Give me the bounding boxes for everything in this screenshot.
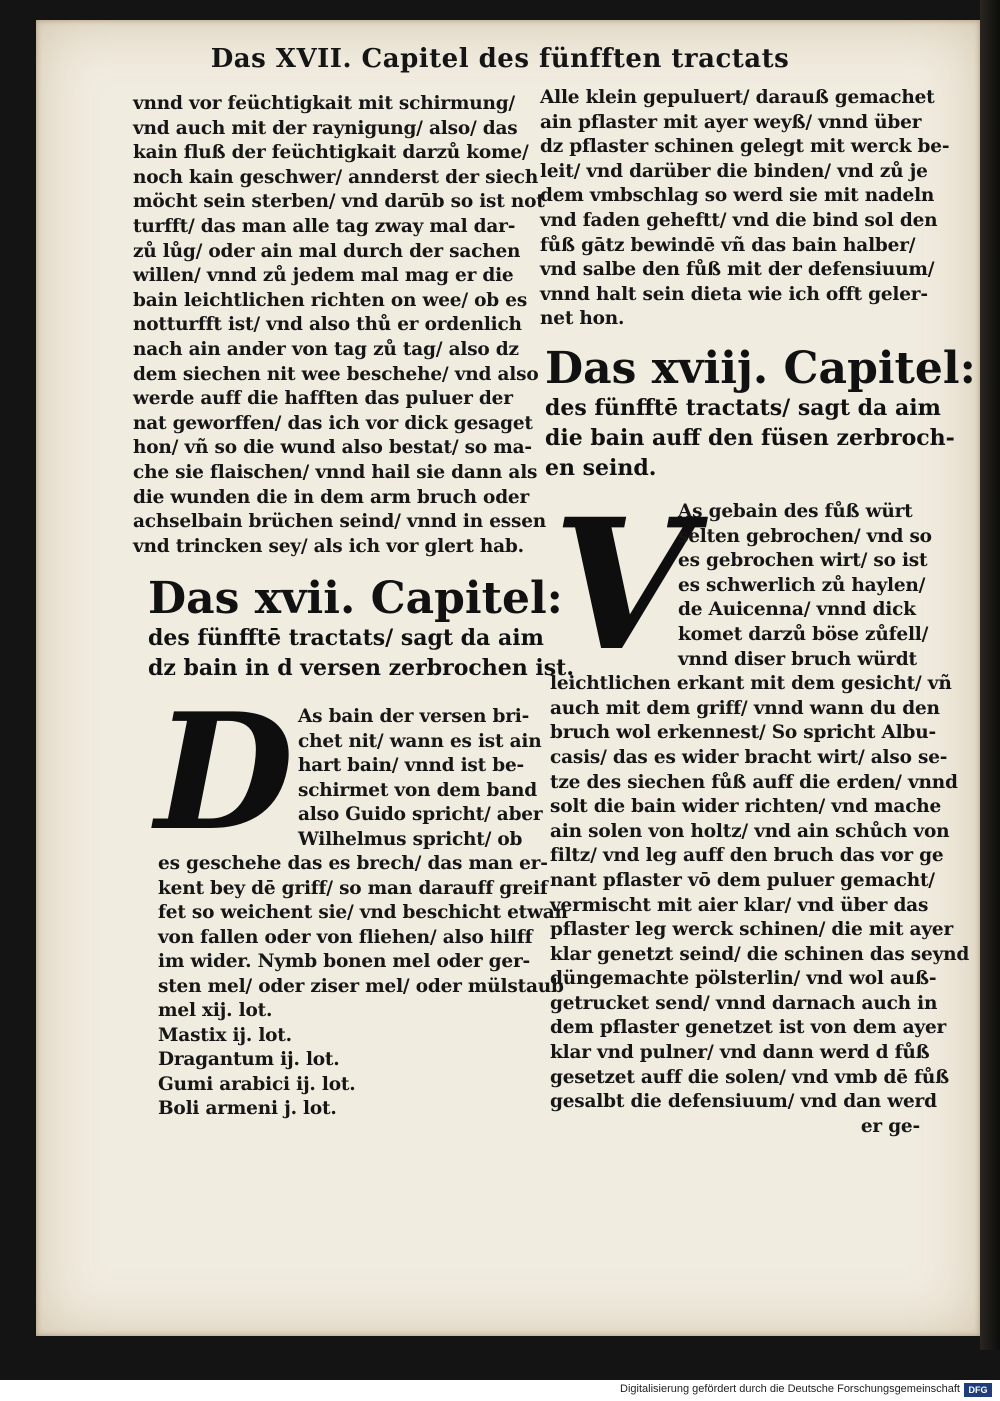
text-line: leit/ vnd darüber die binden/ vnd zů je bbox=[540, 160, 928, 182]
text-line: tze des siechen fůß auff die erden/ vnnd bbox=[550, 771, 958, 793]
text-line: vermischt mit aier klar/ vnd über das bbox=[550, 894, 929, 916]
text-line: getrucket send/ vnnd darnach auch in bbox=[550, 992, 938, 1014]
recipe-line: Boli armeni j. lot. bbox=[158, 1098, 337, 1119]
chapter-title: Das xvii. Capitel: bbox=[148, 573, 563, 624]
text-line: kain fluß der feüchtigkait darzů kome/ bbox=[133, 142, 529, 164]
text-line: also Guido spricht/ aber bbox=[298, 804, 543, 825]
text-line: chet nit/ wann es ist ain bbox=[298, 730, 542, 752]
text-line: gesalbt die defensiuum/ vnd dan werd bbox=[550, 1091, 937, 1113]
text-line: che sie flaischen/ vnnd hail sie dann als bbox=[133, 461, 538, 483]
text-line: es schwerlich zů haylen/ bbox=[678, 574, 926, 596]
text-line: komet darzů böse zůfell/ bbox=[678, 623, 929, 645]
text-line: nat geworffen/ das ich vor dick gesaget bbox=[133, 412, 533, 434]
text-line: vnd trincken sey/ als ich vor glert hab. bbox=[133, 535, 524, 557]
chapter-subtitle: die bain auff den füsen zerbroch- bbox=[545, 425, 955, 451]
text-line: die wunden die in dem arm bruch oder bbox=[133, 486, 530, 508]
text-line: werde auff die hafften das puluer der bbox=[133, 388, 513, 410]
text-line: vnnd diser bruch würdt bbox=[678, 648, 917, 670]
text-line: ain solen von holtz/ vnd ain schůch von bbox=[550, 820, 950, 842]
text-line: kent bey dē griff/ so man darauff greif bbox=[158, 877, 548, 899]
text-line: solt die bain wider richten/ vnd mache bbox=[550, 796, 942, 818]
text-line: turfft/ das man alle tag zway mal dar- bbox=[133, 215, 516, 237]
text-line: klar vnd pulner/ vnd dann werd d fůß bbox=[550, 1042, 930, 1064]
chapter-subtitle: dz bain in d versen zerbrochen ist. bbox=[148, 655, 574, 681]
right-column-text bbox=[540, 86, 950, 332]
text-line: dz pflaster schinen gelegt mit werck be- bbox=[540, 136, 950, 158]
text-line: Alle klein gepuluert/ darauß gemachet bbox=[540, 87, 935, 108]
chapter-xviii-heading bbox=[545, 345, 976, 483]
footer-credit: Digitalisierung gefördert durch die Deutsche Forschungsgemeinschaft bbox=[620, 1383, 960, 1395]
text-line: fet so weichent sie/ vnd beschicht etwan bbox=[158, 902, 568, 923]
text-line: filtz/ vnd leg auff den bruch das vor ge bbox=[550, 845, 944, 867]
text-line: es gebrochen wirt/ so ist bbox=[678, 550, 928, 572]
text-line: vnnd vor feüchtigkait mit schirmung/ bbox=[133, 93, 515, 114]
text-line: selten gebrochen/ vnd so bbox=[678, 525, 932, 547]
text-line: es geschehe das es brech/ das man er- bbox=[158, 853, 548, 874]
page-edge bbox=[980, 0, 1000, 1350]
text-line: As bain der versen bri- bbox=[298, 706, 530, 727]
text-line: klar genetzt seind/ die schinen das seynd bbox=[550, 943, 970, 965]
text-line: hon/ vñ so die wund also bestat/ so ma- bbox=[133, 437, 532, 459]
text-line: leichtlichen erkant mit dem gesicht/ vñ bbox=[550, 673, 952, 695]
text-line: de Auicenna/ vnnd dick bbox=[678, 599, 916, 621]
chapter-xvii-body bbox=[158, 705, 568, 1122]
text-line: nach ain ander von tag zů tag/ also dz bbox=[133, 338, 519, 360]
recipe-line: Dragantum ij. lot. bbox=[158, 1049, 340, 1070]
chapter-subtitle: en seind. bbox=[545, 455, 657, 481]
text-line: pflaster leg werck schinen/ die mit ayer bbox=[550, 919, 954, 941]
text-line: notturfft ist/ vnd also thů er ordenlich bbox=[133, 314, 522, 336]
text-line: dem pflaster genetzet ist von dem ayer bbox=[550, 1017, 947, 1039]
text-line: vnd auch mit der raynigung/ also/ das bbox=[133, 117, 518, 139]
text-line: fůß gātz bewindē vñ das bain halber/ bbox=[540, 234, 916, 256]
text-line: nant pflaster vō dem puluer gemacht/ bbox=[550, 869, 935, 891]
text-line: dem vmbschlag so werd sie mit nadeln bbox=[540, 185, 935, 207]
text-line: im wider. Nymb bonen mel oder ger- bbox=[158, 951, 531, 972]
text-line: vnd salbe den fůß mit der defensiuum/ bbox=[540, 259, 935, 281]
left-column-text bbox=[133, 92, 547, 559]
decorated-initial-d: D bbox=[155, 678, 294, 866]
text-line: zů lůg/ oder ain mal durch der sachen bbox=[133, 240, 521, 262]
decorated-initial-v: V bbox=[553, 480, 693, 691]
text-line: schirmet von dem band bbox=[298, 779, 538, 801]
text-line: Wilhelmus spricht/ ob bbox=[298, 828, 523, 850]
text-line: von fallen oder von fliehen/ also hilff bbox=[158, 926, 533, 948]
text-line: düngemachte pölsterlin/ vnd wol auß- bbox=[550, 968, 937, 990]
dfg-logo: DFG bbox=[964, 1383, 992, 1397]
text-line: auch mit dem griff/ vnnd wann du den bbox=[550, 697, 940, 719]
chapter-title: Das xviij. Capitel: bbox=[545, 343, 976, 394]
chapter-subtitle: des fünfftē tractats/ sagt da aim bbox=[148, 625, 544, 651]
text-line: gesetzet auff die solen/ vnd vmb dē fůß bbox=[550, 1066, 949, 1088]
text-line: bain leichtlichen richten on wee/ ob es bbox=[133, 289, 528, 311]
text-line: bruch wol erkennest/ So spricht Albu- bbox=[550, 722, 936, 744]
text-line: mel xij. lot. bbox=[158, 1000, 273, 1021]
text-line: vnnd halt sein dieta wie ich offt geler- bbox=[540, 283, 928, 305]
recipe-line: Mastix ij. lot. bbox=[158, 1024, 292, 1046]
text-line: noch kain geschwer/ annderst der siech bbox=[133, 166, 539, 188]
text-line: sten mel/ oder ziser mel/ oder mülstaub bbox=[158, 975, 564, 997]
recipe-line: Gumi arabici ij. lot. bbox=[158, 1073, 356, 1095]
text-line: net hon. bbox=[540, 308, 625, 330]
catchword: er ge- bbox=[860, 1115, 920, 1137]
text-line: dem siechen nit wee beschehe/ vnd also bbox=[133, 363, 539, 385]
chapter-subtitle: des fünfftē tractats/ sagt da aim bbox=[545, 395, 941, 421]
chapter-xvii-heading bbox=[148, 575, 574, 683]
text-line: casis/ das es wider bracht wirt/ also se- bbox=[550, 746, 948, 768]
text-line: möcht sein sterben/ vnd darūb so ist not bbox=[133, 191, 545, 213]
text-line: ain pflaster mit ayer weyß/ vnnd über bbox=[540, 111, 922, 133]
text-line: vnd faden geheftt/ vnd die bind sol den bbox=[540, 209, 938, 231]
text-line: willen/ vnnd zů jedem mal mag er die bbox=[133, 265, 514, 287]
running-head: Das XVII. Capitel des fünfften tractats bbox=[210, 44, 790, 74]
text-line: As gebain des fůß würt bbox=[678, 501, 913, 522]
text-line: hart bain/ vnnd ist be- bbox=[298, 755, 525, 776]
chapter-xviii-body bbox=[550, 500, 970, 1139]
text-line: achselbain brüchen seind/ vnnd in essen bbox=[133, 511, 547, 533]
